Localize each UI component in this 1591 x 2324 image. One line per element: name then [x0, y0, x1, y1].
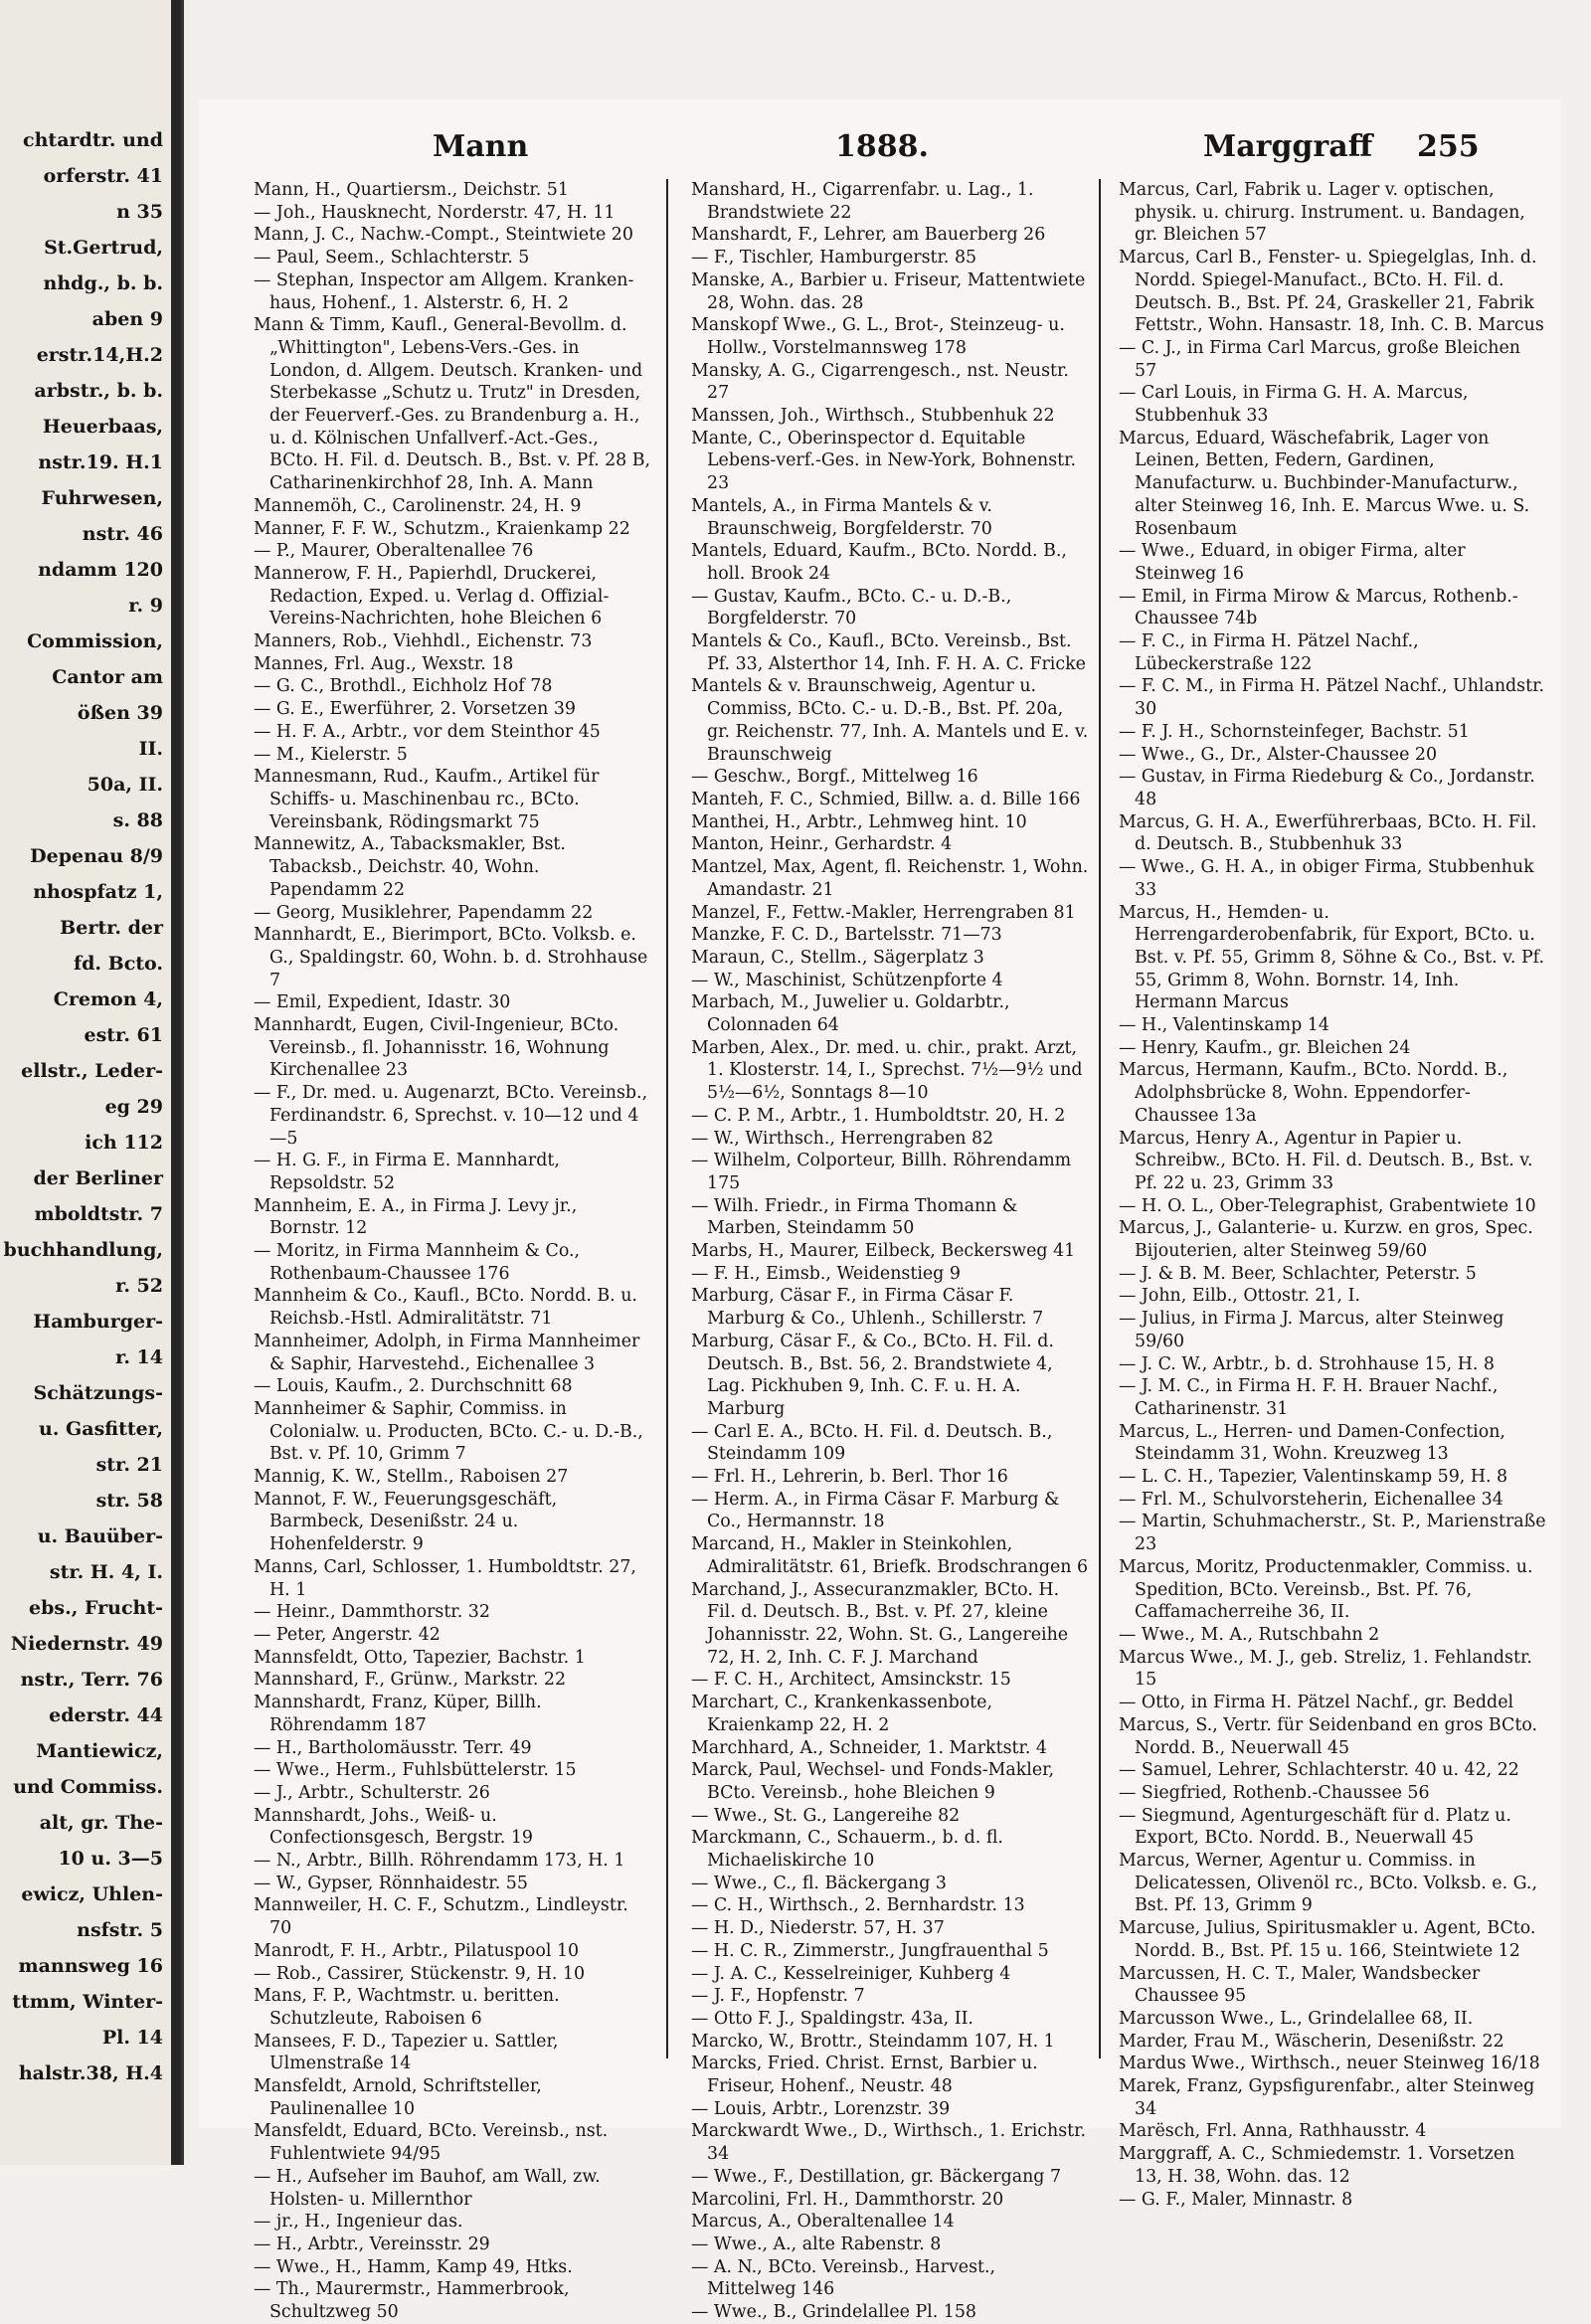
directory-entry: Marcolini, Frl. H., Dammthorstr. 20: [691, 2189, 1004, 2210]
directory-entry: — F., Tischler, Hamburgerstr. 85: [691, 248, 977, 268]
directory-entry: — Moritz, in Firma Mannheim & Co., Rothenbaum-Chaussee 176: [254, 1241, 581, 1284]
directory-entry: Mannweiler, H. C. F., Schutzm., Lindleystr. 70: [254, 1895, 628, 1939]
directory-entry: Marggraff, A. C., Schmiedemstr. 1. Vorsetzen 13, H. 38, Wohn. das. 12: [1119, 2144, 1515, 2187]
directory-entry: — J. M. C., in Firma H. F. H. Brauer Nachf., Catharinenstr. 31: [1119, 1376, 1499, 1419]
directory-entry: Manthei, H., Arbtr., Lehmweg hint. 10: [691, 811, 1027, 832]
margin-fragment: halstr.38, H.4: [18, 2062, 163, 2084]
directory-entry: — John, Eilb., Ottostr. 21, I.: [1119, 1286, 1361, 1307]
directory-entry: — Heinr., Dammthorstr. 32: [254, 1602, 490, 1623]
directory-entry: Manton, Heinr., Gerhardstr. 4: [691, 834, 953, 855]
directory-entry: — Rob., Cassirer, Stückenstr. 9, H. 10: [254, 1963, 586, 1984]
directory-entry: — H., Aufseher im Bauhof, am Wall, zw. Holsten- u. Millernthor: [254, 2166, 601, 2210]
directory-entry: — Henry, Kaufm., gr. Bleichen 24: [1119, 1037, 1411, 1058]
margin-fragment: nstr., Terr. 76: [20, 1669, 163, 1691]
margin-fragment: r. 52: [115, 1275, 163, 1297]
directory-entry: Mannshard, F., Grünw., Markstr. 22: [254, 1670, 567, 1691]
directory-entry: Marckwardt Wwe., D., Wirthsch., 1. Erichstr. 34: [691, 2121, 1087, 2165]
margin-fragment: St.Gertrud,: [44, 237, 163, 259]
directory-entry: Mantels & v. Braunschweig, Agentur u. Commiss, BCto. C.- u. D.-B., Bst. Pf. 20a, gr. Reichenstr. 77, Inh. A. Mantels und E. v. Braunschweig: [691, 676, 1089, 765]
directory-entry: Marcus, Carl B., Fenster- u. Spiegelglas, Inh. d. Nordd. Spiegel-Manufact., BCto. H. Fil. d. Deutsch. B., Bst. Pf. 24, Graskeller 21, Fabrik Fettstr., Wohn. Hansastr. 18, Inh. C. B. Marcus: [1119, 248, 1544, 336]
directory-entry: Mansfeldt, Eduard, BCto. Vereinsb., nst. Fuhlentwiete 94/95: [254, 2121, 609, 2165]
directory-entry: — Louis, Arbtr., Lorenzstr. 39: [691, 2098, 951, 2119]
directory-entry: Mannshardt, Johs., Weiß- u. Confectionsgesch, Bergstr. 19: [254, 1805, 533, 1849]
directory-entry: — H., Bartholomäusstr. Terr. 49: [254, 1737, 532, 1758]
directory-entry: Mantels & Co., Kaufl., BCto. Vereinsb., Bst. Pf. 33, Alsterthor 14, Inh. F. H. A. C. Fricke: [691, 631, 1086, 674]
directory-entry: Mante, C., Oberinspector d. Equitable Lebens-verf.-Ges. in New-York, Bohnenstr. 23: [691, 428, 1077, 494]
margin-fragment: s. 88: [112, 809, 163, 831]
directory-entry: — Herm. A., in Firma Cäsar F. Marburg & Co., Hermannstr. 18: [691, 1489, 1060, 1532]
margin-fragment: alt, gr. The-: [39, 1812, 163, 1834]
directory-entry: — Gustav, Kaufm., BCto. C.- u. D.-B., Borgfelderstr. 70: [691, 586, 1012, 629]
directory-entry: Marcus, L., Herren- und Damen-Confection, Steindamm 31, Wohn. Kreuzweg 13: [1119, 1421, 1505, 1465]
book-gutter: [171, 0, 181, 2165]
directory-entry: Marcks, Fried. Christ. Ernst, Barbier u. Friseur, Hohenf., Neustr. 48: [691, 2054, 1038, 2097]
directory-entry: Marckmann, C., Schauerm., b. d. fl. Michaeliskirche 10: [691, 1828, 1003, 1872]
directory-entry: — F., Dr. med. u. Augenarzt, BCto. Vereinsb., Ferdinandstr. 6, Sprechst. v. 10—12 und 4—5: [254, 1083, 648, 1149]
directory-entry: — Carl E. A., BCto. H. Fil. d. Deutsch. B., Steindamm 109: [691, 1421, 1053, 1465]
directory-entry: Maraun, C., Stellm., Sägerplatz 3: [691, 947, 984, 968]
directory-entry: Marcus, Hermann, Kaufm., BCto. Nordd. B., Adolphsbrücke 8, Wohn. Eppendorfer-Chaussee 13a: [1119, 1060, 1508, 1126]
directory-entry: Marcusson Wwe., L., Grindelallee 68, II.: [1119, 2008, 1474, 2029]
margin-fragment: r. 14: [115, 1346, 163, 1368]
directory-entry: Mannemöh, C., Carolinenstr. 24, H. 9: [254, 495, 582, 516]
directory-entry: — Otto F. J., Spaldingstr. 43a, II.: [691, 2008, 973, 2029]
directory-entry: — Louis, Kaufm., 2. Durchschnitt 68: [254, 1376, 573, 1397]
margin-fragment: arbstr., b. b.: [34, 380, 163, 402]
directory-entry: — W., Gypser, Rönnhaidestr. 55: [254, 1873, 528, 1893]
column-rule: [666, 179, 668, 2058]
directory-entry: — H., Valentinskamp 14: [1119, 1015, 1329, 1036]
directory-entry: Marcko, W., Brottr., Steindamm 107, H. 1: [691, 2031, 1055, 2052]
directory-entry: — Otto, in Firma H. Pätzel Nachf., gr. Beddel: [1119, 1693, 1514, 1713]
directory-entry: — Emil, Expedient, Idastr. 30: [254, 992, 511, 1013]
directory-entry: Marcus, H., Hemden- u. Herrengarderobenfabrik, für Export, BCto. u. Bst. v. Pf. 55, Grimm 8, Söhne & Co., Bst. v. Pf. 55, Grimm 8, Wohn. Bornstr. 14, Inh. Hermann Marcus: [1119, 902, 1544, 1013]
directory-entry: — Georg, Musiklehrer, Papendamm 22: [254, 902, 594, 923]
directory-entry: Marchand, J., Assecuranzmakler, BCto. H. Fil. d. Deutsch. B., Bst. v. Pf. 27, kleine Johannisstr. 22, Wohn. St. G., Langereihe 72, H. 2, Inh. C. F. J. Marchand: [691, 1579, 1069, 1668]
directory-entry: Marcus, Henry A., Agentur in Papier u. Schreibw., BCto. H. Fil. d. Deutsch. B., Bst. v. Pf. 22 u. 23, Grimm 33: [1119, 1128, 1533, 1193]
directory-entry: Manshardt, F., Lehrer, am Bauerberg 26: [691, 225, 1046, 246]
head-right: Marggraff: [1203, 129, 1373, 164]
directory-entry: — C. H., Wirthsch., 2. Bernhardstr. 13: [691, 1895, 1025, 1916]
directory-entry: — F. C. M., in Firma H. Pätzel Nachf., Uhlandstr. 30: [1119, 676, 1545, 720]
column-1: [254, 179, 651, 2324]
directory-entry: Marcussen, H. C. T., Maler, Wandsbecker Chaussee 95: [1119, 1963, 1481, 2007]
directory-entry: Mannesmann, Rud., Kaufm., Artikel für Schiffs- u. Maschinenbau rc., BCto. Vereinsbank, Rödingsmarkt 75: [254, 767, 600, 832]
directory-entry: — W., Maschinist, Schützenpforte 4: [691, 970, 1003, 990]
margin-fragment: estr. 61: [84, 1024, 163, 1046]
directory-entry: — N., Arbtr., Billh. Röhrendamm 173, H. 1: [254, 1851, 625, 1872]
margin-fragment: ich 112: [85, 1132, 163, 1154]
directory-entry: — H. F. A., Arbtr., vor dem Steinthor 45: [254, 721, 601, 742]
directory-entry: — Peter, Angerstr. 42: [254, 1625, 441, 1645]
directory-entry: — G. C., Brothdl., Eichholz Hof 78: [254, 676, 553, 697]
directory-entry: — Siegfried, Rothenb.-Chaussee 56: [1119, 1782, 1430, 1803]
directory-entry: — Frl. H., Lehrerin, b. Berl. Thor 16: [691, 1467, 1008, 1488]
directory-entry: Marbach, M., Juwelier u. Goldarbtr., Colonnaden 64: [691, 992, 1010, 1036]
margin-fragment: Depenau 8/9: [30, 845, 163, 867]
directory-entry: — Wwe., B., Grindelallee Pl. 158: [691, 2302, 976, 2323]
directory-entry: Mannheimer, Adolph, in Firma Mannheimer & Saphir, Harvestehd., Eichenallee 3: [254, 1331, 640, 1374]
margin-fragment: u. Bauüber-: [37, 1525, 163, 1547]
margin-fragment: Cremon 4,: [53, 988, 163, 1010]
margin-fragment: ellstr., Leder-: [21, 1060, 163, 1082]
margin-fragment: nsfstr. 5: [77, 1919, 163, 1941]
directory-entry: Marcus, J., Galanterie- u. Kurzw. en gros, Spec. Bijouterien, alter Steinweg 59/60: [1119, 1218, 1533, 1262]
directory-entry: — Wwe., Eduard, in obiger Firma, alter Steinweg 16: [1119, 541, 1466, 584]
directory-entry: — Joh., Hausknecht, Norderstr. 47, H. 11: [254, 202, 616, 223]
margin-fragment: der Berliner: [33, 1167, 163, 1189]
column-3: [1119, 179, 1546, 2211]
directory-entry: Marcus, Werner, Agentur u. Commiss. in Delicatessen, Olivenöl rc., BCto. Volksb. e. G., Bst. Pf. 13, Grimm 9: [1119, 1851, 1537, 1916]
directory-entry: Marcus, A., Oberaltenallee 14: [691, 2212, 955, 2233]
directory-entry: Marcus, G. H. A., Ewerführerbaas, BCto. H. Fil. d. Deutsch. B., Stubbenhuk 33: [1119, 811, 1537, 855]
margin-fragment: buchhandlung,: [3, 1239, 163, 1261]
directory-entry: — Wilh. Friedr., in Firma Thomann & Marben, Steindamm 50: [691, 1195, 1018, 1239]
directory-entry: — Wwe., M. A., Rutschbahn 2: [1119, 1625, 1380, 1645]
directory-entry: — Frl. M., Schulvorsteherin, Eichenallee 34: [1119, 1489, 1503, 1510]
directory-entry: — Martin, Schuhmacherstr., St. P., Marienstraße 23: [1119, 1512, 1546, 1555]
margin-fragment: ewicz, Uhlen-: [21, 1883, 163, 1905]
margin-fragment: ößen 39: [77, 702, 163, 724]
directory-entry: Marcus, Moritz, Productenmakler, Commiss. u. Spedition, BCto. Vereinsb., Bst. Pf. 76, Caffamacherreihe 36, II.: [1119, 1556, 1533, 1623]
directory-entry: Manrodt, F. H., Arbtr., Pilatuspool 10: [254, 1940, 580, 1961]
directory-entry: Manns, Carl, Schlosser, 1. Humboldtstr. 27, H. 1: [254, 1556, 636, 1600]
directory-entry: — Samuel, Lehrer, Schlachterstr. 40 u. 42, 22: [1119, 1760, 1519, 1781]
directory-page: [199, 99, 1561, 2323]
margin-fragment: r. 9: [128, 595, 163, 617]
directory-entry: — jr., H., Ingenieur das.: [254, 2212, 463, 2233]
margin-fragment: Mantiewicz,: [36, 1740, 163, 1762]
margin-fragment: Pl. 14: [101, 2027, 163, 2049]
margin-fragment: Commission,: [27, 630, 163, 652]
directory-entry: — A. N., BCto. Vereinsb., Harvest., Mittelweg 146: [691, 2256, 996, 2300]
directory-entry: — J. C. W., Arbtr., b. d. Strohhause 15, H. 8: [1119, 1353, 1495, 1374]
directory-entry: Mardus Wwe., Wirthsch., neuer Steinweg 16/18: [1119, 2054, 1540, 2074]
directory-entry: — H. G. F., in Firma E. Mannhardt, Repsoldstr. 52: [254, 1151, 560, 1193]
directory-entry: Manske, A., Barbier u. Friseur, Mattentwiete 28, Wohn. das. 28: [691, 269, 1086, 313]
directory-entry: Marburg, Cäsar F., in Firma Cäsar F. Marburg & Co., Uhlenh., Schillerstr. 7: [691, 1286, 1044, 1330]
head-year: 1888.: [835, 129, 929, 164]
directory-entry: Marben, Alex., Dr. med. u. chir., prakt. Arzt, 1. Klosterstr. 14, I., Sprechst. 7½—9½ und 5½—6½, Sonntags 8—10: [691, 1037, 1083, 1104]
directory-entry: Marck, Paul, Wechsel- und Fonds-Makler, BCto. Vereinsb., hohe Bleichen 9: [691, 1760, 1055, 1803]
directory-entry: Manzel, F., Fettw.-Makler, Herrengraben 81: [691, 902, 1076, 923]
directory-entry: — Gustav, in Firma Riedeburg & Co., Jordanstr. 48: [1119, 767, 1535, 809]
directory-entry: — G. F., Maler, Minnastr. 8: [1119, 2189, 1353, 2210]
directory-entry: — H., Arbtr., Vereinsstr. 29: [254, 2234, 490, 2254]
directory-entry: Mannheim, E. A., in Firma J. Levy jr., Bornstr. 12: [254, 1195, 578, 1239]
directory-entry: Mannerow, F. H., Papierhdl, Druckerei, Redaction, Exped. u. Verlag d. Offizial-Vereins-Nachrichten, hohe Bleichen 6: [254, 563, 610, 629]
column-rule: [1099, 179, 1101, 2058]
directory-entry: — Wwe., A., alte Rabenstr. 8: [691, 2234, 942, 2254]
column-2: [691, 179, 1089, 2324]
directory-entry: Manzke, F. C. D., Bartelsstr. 71—73: [691, 925, 1002, 946]
directory-entry: Mantels, Eduard, Kaufm., BCto. Nordd. B., holl. Brook 24: [691, 541, 1067, 584]
margin-fragment: 10 u. 3—5: [58, 1848, 163, 1870]
margin-fragment: fd. Bcto.: [73, 953, 163, 975]
directory-entry: Mannig, K. W., Stellm., Raboisen 27: [254, 1467, 569, 1488]
margin-fragment: ebs., Frucht-: [29, 1597, 163, 1619]
directory-entry: Mann, J. C., Nachw.-Compt., Steintwiete 20: [254, 225, 633, 246]
directory-entry: — G. E., Ewerführer, 2. Vorsetzen 39: [254, 699, 576, 720]
directory-entry: Mannot, F. W., Feuerungsgeschäft, Barmbeck, Desenißstr. 24 u. Hohenfelderstr. 9: [254, 1489, 558, 1555]
directory-entry: — Wwe., F., Destillation, gr. Bäckergang 7: [691, 2166, 1062, 2187]
margin-fragment: str. H. 4, I.: [49, 1561, 163, 1583]
directory-entry: Manner, F. F. W., Schutzm., Kraienkamp 22: [254, 518, 630, 539]
margin-fragment: Bertr. der: [60, 917, 163, 939]
margin-fragment: ndamm 120: [38, 559, 163, 581]
directory-entry: — Siegmund, Agenturgeschäft für d. Platz u. Export, BCto. Nordd. B., Neuerwall 45: [1119, 1805, 1511, 1849]
margin-fragment: str. 58: [95, 1490, 163, 1512]
directory-entry: — L. C. H., Tapezier, Valentinskamp 59, H. 8: [1119, 1467, 1508, 1488]
margin-fragment: erstr.14,H.2: [36, 344, 163, 366]
directory-entry: — Wwe., Herm., Fuhlsbüttelerstr. 15: [254, 1760, 577, 1781]
margin-fragment: eg 29: [104, 1096, 163, 1118]
margin-fragment: mannsweg 16: [18, 1955, 163, 1977]
directory-entry: — Geschw., Borgf., Mittelweg 16: [691, 767, 978, 788]
margin-fragment: nhdg., b. b.: [43, 272, 163, 294]
page-number: 255: [1417, 129, 1480, 164]
directory-entry: Marcus, S., Vertr. für Seidenband en gros BCto. Nordd. B., Neuerwall 45: [1119, 1714, 1538, 1758]
directory-entry: Manshard, H., Cigarrenfabr. u. Lag., 1. Brandstwiete 22: [691, 180, 1034, 223]
directory-entry: — Julius, in Firma J. Marcus, alter Steinweg 59/60: [1119, 1309, 1504, 1351]
directory-entry: — Emil, in Firma Mirow & Marcus, Rothenb.-Chaussee 74b: [1119, 586, 1518, 629]
directory-entry: Marësch, Frl. Anna, Rathhausstr. 4: [1119, 2121, 1427, 2142]
margin-fragment: n 35: [116, 201, 163, 223]
directory-entry: — H. C. R., Zimmerstr., Jungfrauenthal 5: [691, 1940, 1049, 1961]
margin-fragment: Heuerbaas,: [42, 416, 163, 438]
margin-fragment: orferstr. 41: [43, 165, 163, 187]
directory-entry: — Wwe., H., Hamm, Kamp 49, Htks.: [254, 2256, 573, 2277]
margin-fragment: nstr.19. H.1: [38, 451, 163, 473]
directory-entry: Mansky, A. G., Cigarrengesch., nst. Neustr. 27: [691, 360, 1069, 404]
directory-entry: Mannheim & Co., Kaufl., BCto. Nordd. B. u. Reichsb.-Hstl. Admiralitätstr. 71: [254, 1286, 637, 1330]
directory-entry: Mannewitz, A., Tabacksmakler, Bst. Tabacksb., Deichstr. 40, Wohn. Papendamm 22: [254, 834, 566, 900]
directory-entry: — Paul, Seem., Schlachterstr. 5: [254, 248, 530, 268]
directory-entry: Manteh, F. C., Schmied, Billw. a. d. Bille 166: [691, 789, 1081, 809]
margin-fragment: chtardtr. und: [23, 129, 163, 151]
directory-entry: Marcus, Carl, Fabrik u. Lager v. optischen, physik. u. chirurg. Instrument. u. Bandagen, gr. Bleichen 57: [1119, 180, 1525, 246]
margin-fragment: Schätzungs-: [33, 1382, 163, 1404]
margin-fragment: str. 21: [95, 1454, 163, 1476]
directory-entry: — F. C., in Firma H. Pätzel Nachf., Lübeckerstraße 122: [1119, 631, 1419, 674]
directory-entry: — F. H., Eimsb., Weidenstieg 9: [691, 1263, 961, 1284]
directory-entry: Marder, Frau M., Wäscherin, Desenißstr. 22: [1119, 2031, 1504, 2052]
directory-entry: Mannsfeldt, Otto, Tapezier, Bachstr. 1: [254, 1647, 586, 1668]
directory-entry: Mann & Timm, Kaufl., General-Bevollm. d. „Whittington", Lebens-Vers.-Ges. in London, d. Allgem. Deutsch. Kranken- und Sterbekasse „Schutz u. Trutz" in Dresden, der Feuerverf.-Ges. zu Brandenburg a. H., u. d. Kölnischen Unfallverf.-Act.-Ges., BCto. H. Fil. d. Deutsch. B., Bst. v. Pf. 28 B, Catharinenkirchhof 28, Inh. A. Mann: [254, 315, 651, 494]
margin-fragment: u. Gasfitter,: [39, 1418, 163, 1440]
directory-entry: Marchhard, A., Schneider, 1. Marktstr. 4: [691, 1737, 1048, 1758]
directory-entry: Marek, Franz, Gypsfigurenfabr., alter Steinweg 34: [1119, 2076, 1535, 2119]
directory-entry: — J. A. C., Kesselreiniger, Kuhberg 4: [691, 1963, 1011, 1984]
directory-entry: Marcand, H., Makler in Steinkohlen, Admiralitätstr. 61, Briefk. Brodschrangen 6: [691, 1534, 1089, 1577]
directory-entry: — C. P. M., Arbtr., 1. Humboldtstr. 20, H. 2: [691, 1105, 1066, 1126]
directory-entry: — H. O. L., Ober-Telegraphist, Grabentwiete 10: [1119, 1195, 1536, 1216]
directory-entry: — J. F., Hopfenstr. 7: [691, 1986, 865, 2007]
directory-entry: Manssen, Joh., Wirthsch., Stubbenhuk 22: [691, 406, 1055, 427]
margin-fragment: Cantor am: [52, 666, 163, 688]
directory-entry: Mannhardt, Eugen, Civil-Ingenieur, BCto. Vereinsb., fl. Johannisstr. 16, Wohnung Kirchenallee 23: [254, 1015, 619, 1081]
margin-fragment: und Commiss.: [13, 1776, 163, 1798]
directory-entry: Mansees, F. D., Tapezier u. Sattler, Ulmenstraße 14: [254, 2031, 559, 2074]
directory-entry: Marburg, Cäsar F., & Co., BCto. H. Fil. d. Deutsch. B., Bst. 56, 2. Brandstwiete 4, Lag. Pickhuben 9, Inh. C. F. u. H. A. Marburg: [691, 1331, 1054, 1419]
margin-fragment: 50a, II.: [87, 774, 163, 796]
directory-entry: Marbs, H., Maurer, Eilbeck, Beckersweg 41: [691, 1241, 1076, 1262]
directory-entry: — Stephan, Inspector am Allgem. Kranken-haus, Hohenf., 1. Alsterstr. 6, H. 2: [254, 269, 634, 313]
directory-entry: — Wwe., St. G., Langereihe 82: [691, 1805, 961, 1826]
directory-entry: — Wwe., G. H. A., in obiger Firma, Stubbenhuk 33: [1119, 857, 1534, 900]
directory-entry: — M., Kielerstr. 5: [254, 744, 408, 765]
margin-fragment: Fuhrwesen,: [41, 487, 163, 509]
directory-entry: Mannshardt, Franz, Küper, Billh. Röhrendamm 187: [254, 1693, 542, 1735]
directory-entry: Marcus Wwe., M. J., geb. Streliz, 1. Fehlandstr. 15: [1119, 1647, 1532, 1691]
directory-entry: Marcus, Eduard, Wäschefabrik, Lager von Leinen, Betten, Federn, Gardinen, Manufacturw. u. Buchbinder-Manufacturw., alter Steinweg 16, Inh. E. Marcus Wwe. u. S. Rosenbaum: [1119, 428, 1530, 539]
margin-fragment: mboldtstr. 7: [34, 1203, 163, 1225]
directory-entry: Manskopf Wwe., G. L., Brot-, Steinzeug- u. Hollw., Vorstelmannsweg 178: [691, 315, 1065, 358]
directory-entry: — Wwe., G., Dr., Alster-Chaussee 20: [1119, 744, 1438, 765]
directory-entry: — C. J., in Firma Carl Marcus, große Bleichen 57: [1119, 337, 1520, 381]
margin-fragment: nstr. 46: [82, 523, 163, 545]
left-margin-strip: [0, 0, 184, 2165]
margin-fragment: ederstr. 44: [49, 1704, 163, 1726]
directory-entry: — F. C. H., Architect, Amsinckstr. 15: [691, 1670, 1011, 1691]
margin-fragment: Niedernstr. 49: [10, 1633, 163, 1655]
directory-entry: — H. D., Niederstr. 57, H. 37: [691, 1918, 945, 1939]
directory-entry: — F. J. H., Schornsteinfeger, Bachstr. 51: [1119, 721, 1470, 742]
running-head: [199, 129, 1561, 179]
directory-entry: — Carl Louis, in Firma G. H. A. Marcus, Stubbenhuk 33: [1119, 383, 1469, 427]
directory-entry: Marchart, C., Krankenkassenbote, Kraienkamp 22, H. 2: [691, 1693, 992, 1735]
directory-entry: Mansfeldt, Arnold, Schriftsteller, Paulinenallee 10: [254, 2076, 542, 2119]
directory-entry: — J. & B. M. Beer, Schlachter, Peterstr. 5: [1119, 1263, 1477, 1284]
margin-fragment: aben 9: [91, 308, 163, 330]
directory-entry: Mannes, Frl. Aug., Wexstr. 18: [254, 653, 514, 674]
directory-entry: — Wilhelm, Colporteur, Billh. Röhrendamm 175: [691, 1151, 1072, 1193]
directory-entry: Manners, Rob., Viehhdl., Eichenstr. 73: [254, 631, 593, 652]
directory-entry: Mans, F. P., Wachtmstr. u. beritten. Schutzleute, Raboisen 6: [254, 1986, 560, 2029]
directory-entry: Mannhardt, E., Bierimport, BCto. Volksb. e. G., Spaldingstr. 60, Wohn. b. d. Strohhause 7: [254, 925, 648, 990]
directory-entry: — W., Wirthsch., Herrengraben 82: [691, 1128, 994, 1149]
margin-fragment: ttmm, Winter-: [12, 1991, 163, 2013]
directory-entry: Mantzel, Max, Agent, fl. Reichenstr. 1, Wohn. Amandastr. 21: [691, 857, 1089, 900]
margin-fragment: nhospfatz 1,: [33, 881, 163, 903]
margin-fragment: II.: [138, 738, 163, 760]
directory-entry: — P., Maurer, Oberaltenallee 76: [254, 541, 534, 562]
directory-entry: Mantels, A., in Firma Mantels & v. Braunschweig, Borgfelderstr. 70: [691, 495, 992, 539]
directory-entry: — Wwe., C., fl. Bäckergang 3: [691, 1873, 947, 1893]
directory-entry: — Th., Maurermstr., Hammerbrook, Schultzweg 50: [254, 2279, 570, 2323]
directory-entry: Marcuse, Julius, Spiritusmakler u. Agent, BCto. Nordd. B., Bst. Pf. 15 u. 166, Steintwiete 12: [1119, 1918, 1536, 1961]
directory-entry: — J., Arbtr., Schulterstr. 26: [254, 1782, 490, 1803]
head-left: Mann: [433, 129, 529, 164]
margin-fragment: Hamburger-: [33, 1311, 163, 1333]
directory-entry: Mannheimer & Saphir, Commiss. in Colonialw. u. Producten, BCto. C.- u. D.-B., Bst. v. Pf. 10, Grimm 7: [254, 1398, 643, 1465]
directory-entry: Mann, H., Quartiersm., Deichstr. 51: [254, 180, 569, 200]
